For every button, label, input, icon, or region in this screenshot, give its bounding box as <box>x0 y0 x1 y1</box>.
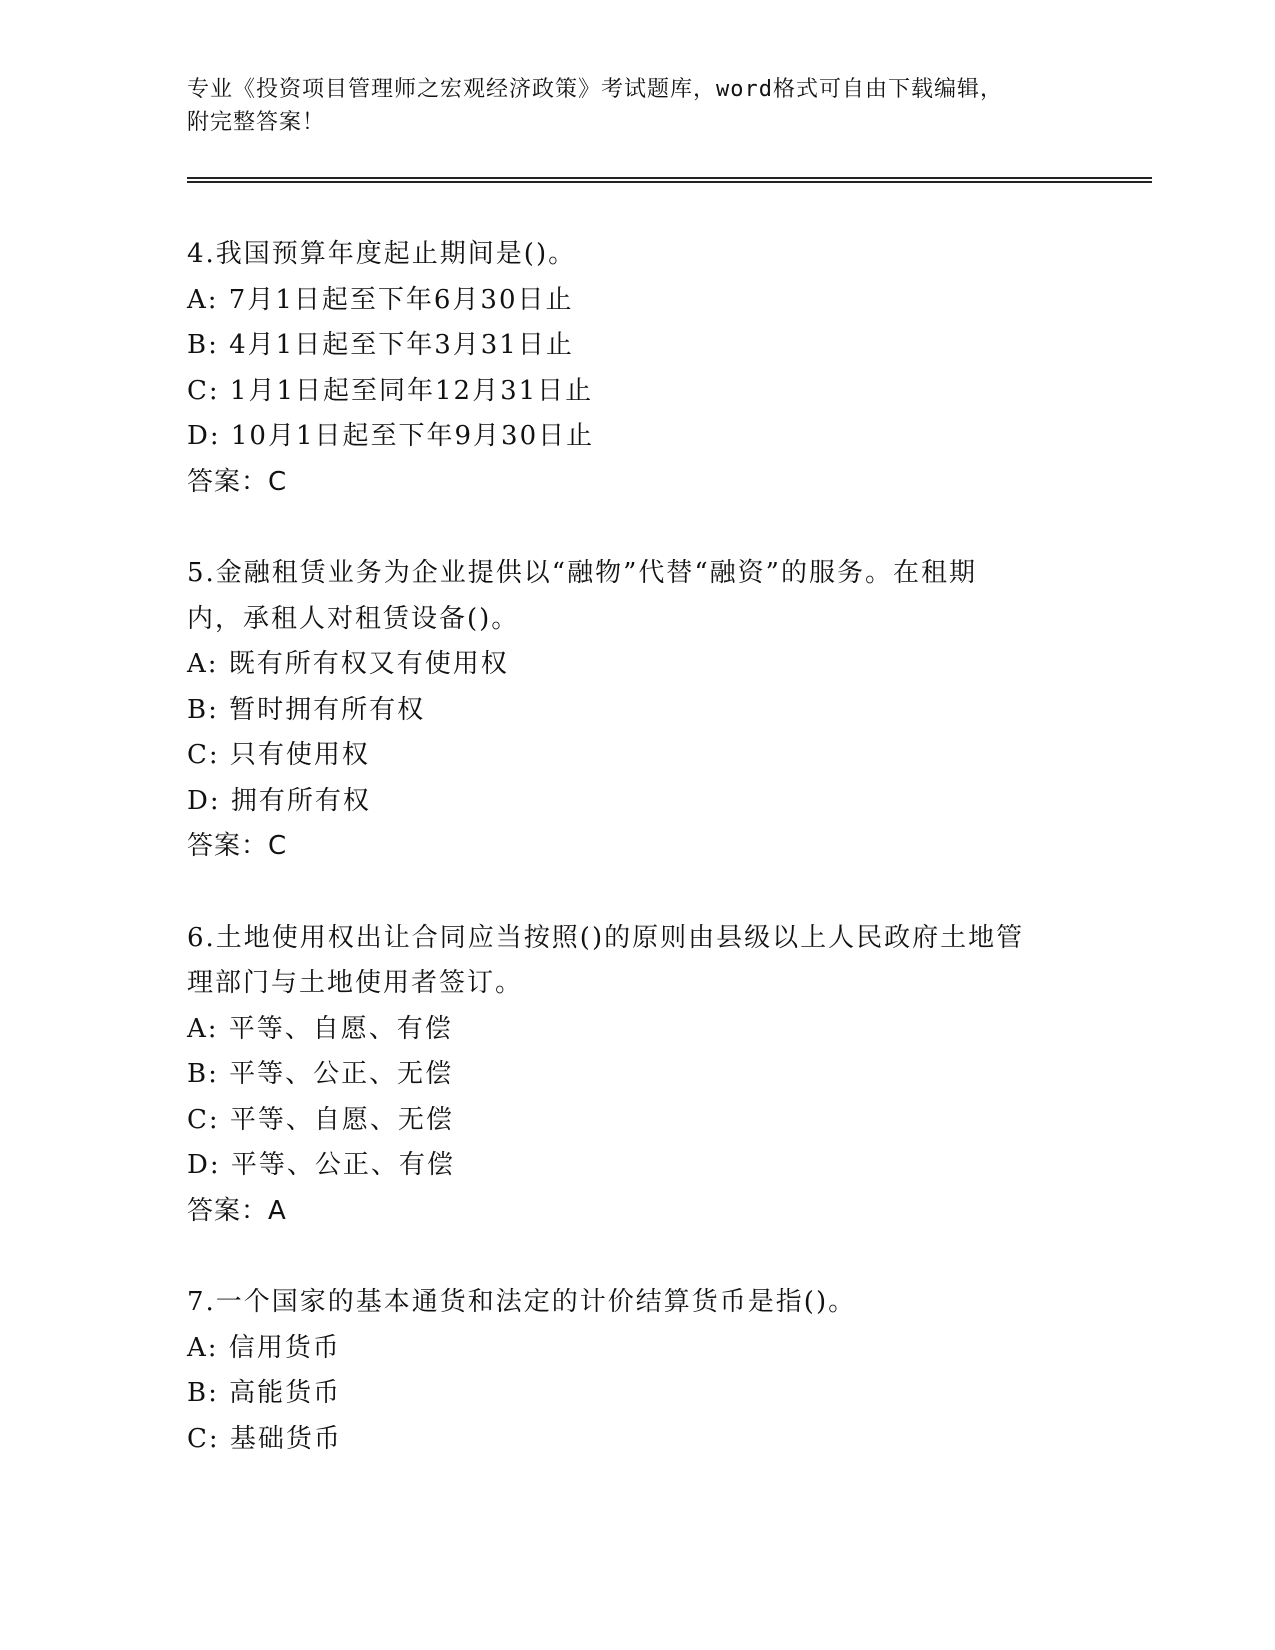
option-b: B: 高能货币 <box>187 1378 342 1408</box>
question-stem-continued: 理部门与土地使用者签订。 <box>187 968 524 998</box>
question-4 <box>187 232 1087 505</box>
option-c: C: 1月1日起至同年12月31日止 <box>187 375 594 406</box>
answer-line: 答案：C <box>187 831 288 861</box>
header-line-1: 专业《投资项目管理师之宏观经济政策》考试题库，word格式可自由下载编辑， <box>187 77 1003 102</box>
header-divider-bottom <box>187 181 1152 183</box>
question-stem: 4.我国预算年度起止期间是()。 <box>187 239 577 269</box>
option-d: D: 10月1日起至下年9月30日止 <box>187 421 595 451</box>
option-d: D: 拥有所有权 <box>187 785 371 816</box>
option-a: A: 7月1日起至下年6月30日止 <box>187 284 574 315</box>
option-a: A: 信用货币 <box>187 1332 341 1363</box>
question-5 <box>187 551 1087 870</box>
option-b: B: 暂时拥有所有权 <box>187 694 426 725</box>
answer-line: 答案：A <box>187 1195 287 1226</box>
question-stem: 7.一个国家的基本通货和法定的计价结算货币是指()。 <box>187 1287 857 1317</box>
question-7 <box>187 1280 1087 1462</box>
option-c: C: 只有使用权 <box>187 740 370 770</box>
answer-line: 答案：C <box>187 466 288 497</box>
question-stem: 5.金融租赁业务为企业提供以“融物”代替“融资”的服务。在租期 <box>187 558 977 588</box>
question-6 <box>187 916 1087 1235</box>
question-stem-continued: 内，承租人对租赁设备()。 <box>187 603 520 634</box>
header-line-2: 附完整答案！ <box>187 110 326 135</box>
option-d: D: 平等、公正、有偿 <box>187 1150 455 1180</box>
question-list <box>187 232 1087 1508</box>
document-header <box>187 73 1087 139</box>
option-a: A: 平等、自愿、有偿 <box>187 1013 453 1044</box>
option-a: A: 既有所有权又有使用权 <box>187 649 509 679</box>
option-c: C: 基础货币 <box>187 1423 342 1454</box>
header-divider-top <box>187 177 1152 179</box>
option-c: C: 平等、自愿、无偿 <box>187 1104 454 1135</box>
question-stem: 6.土地使用权出让合同应当按照()的原则由县级以上人民政府土地管 <box>187 922 1025 953</box>
option-b: B: 4月1日起至下年3月31日止 <box>187 330 574 360</box>
option-b: B: 平等、公正、无偿 <box>187 1059 454 1089</box>
